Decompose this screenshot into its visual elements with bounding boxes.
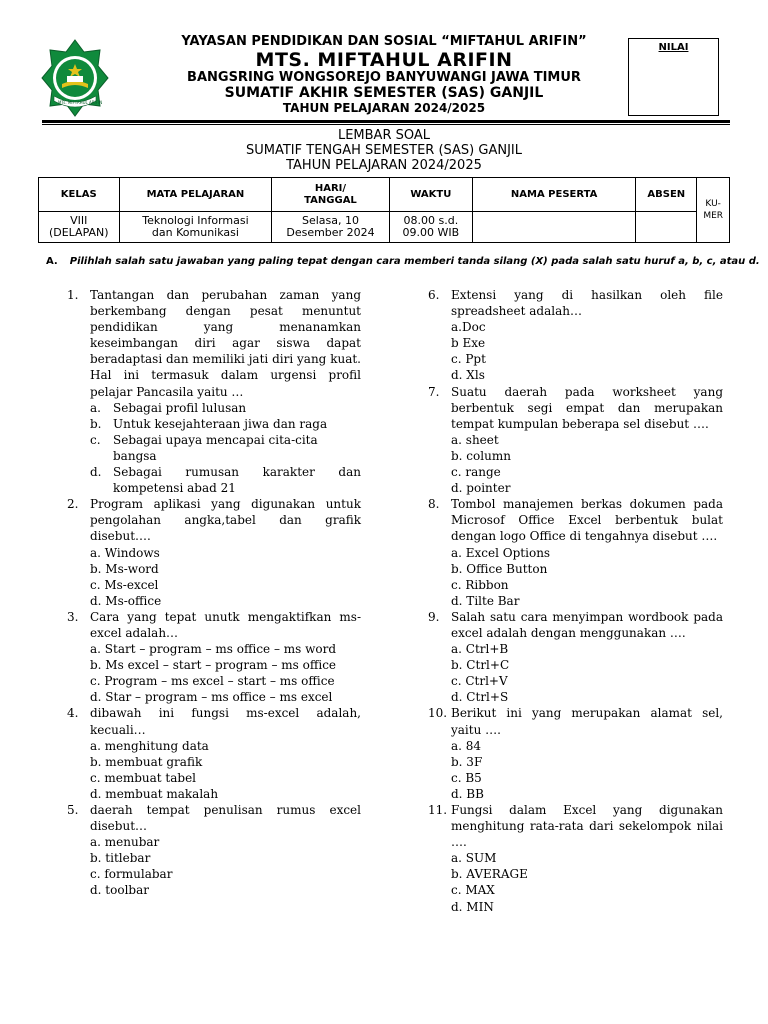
- option-a[interactable]: a. sheet: [451, 432, 499, 447]
- header-hari: HARI/: [314, 182, 347, 194]
- tanggal-value-2: Desember 2024: [286, 226, 375, 239]
- question-6: [428, 287, 723, 384]
- option-a[interactable]: a. Ctrl+B: [451, 642, 509, 657]
- question-text: Extensi yang di hasilkan oleh file spreadsheet adalah…: [451, 288, 723, 319]
- option-letter: c.: [90, 432, 101, 447]
- header-waktu: WAKTU: [389, 178, 473, 212]
- sheet-year: TAHUN PELAJARAN 2024/2025: [286, 158, 482, 173]
- mapel-value-2: dan Komunikasi: [151, 226, 239, 239]
- option-b[interactable]: b Exe: [451, 336, 486, 351]
- question-number: 4.: [67, 706, 79, 721]
- question-text: Tombol manajemen berkas dokumen pada Microsof Office Excel berbentuk bulat dengan logo Office di tengahnya disebut ….: [451, 497, 723, 544]
- question-number: 11.: [428, 803, 448, 817]
- question-number: 10.: [428, 706, 448, 721]
- question-number: 8.: [428, 497, 440, 512]
- option-letter: a.: [90, 400, 101, 415]
- question-2: [67, 496, 361, 609]
- question-column-right: [428, 287, 723, 915]
- question-text: beradaptasi dan memiliki jati diri yang kuat. Hal ini termasuk dalam urgensi profil pelajar Pancasila yaitu …: [90, 352, 361, 399]
- section-label: A.: [46, 256, 58, 267]
- question-text-line: pendidikan yang menanamkan: [90, 320, 361, 335]
- school-logo: [40, 38, 110, 118]
- option-a[interactable]: a. menghitung data: [90, 738, 209, 753]
- option-a[interactable]: a. Start – program – ms office – ms word: [90, 642, 337, 657]
- header-rule-thin: [42, 124, 730, 125]
- score-label: NILAI: [658, 42, 689, 53]
- cell-nama[interactable]: [473, 212, 636, 243]
- cell-mapel: [119, 212, 272, 243]
- header-mapel: MATA PELAJARAN: [119, 178, 272, 212]
- header-rule-thick: [42, 120, 730, 123]
- option-b[interactable]: b. column: [451, 448, 511, 463]
- question-column-left: [67, 287, 361, 899]
- option-c[interactable]: c. MAX: [451, 883, 495, 898]
- option-c[interactable]: c. membuat tabel: [90, 770, 197, 785]
- tanggal-value: Selasa, 10: [301, 214, 359, 227]
- option-a[interactable]: a. Excel Options: [451, 545, 551, 560]
- question-text-line: Tantangan dan perubahan zaman yang: [90, 288, 361, 302]
- sheet-title: LEMBAR SOAL: [337, 128, 431, 143]
- cell-tanggal: [272, 212, 389, 243]
- option-text: Sebagai profil lulusan: [113, 400, 247, 415]
- option-b[interactable]: [90, 416, 361, 432]
- cell-waktu: [389, 212, 473, 243]
- question-number: 5.: [67, 803, 79, 817]
- mapel-value: Teknologi Informasi: [142, 214, 249, 227]
- option-b[interactable]: b. AVERAGE: [451, 867, 528, 882]
- question-10: [428, 705, 723, 802]
- option-d[interactable]: d. Star – program – ms office – ms excel: [90, 690, 333, 705]
- question-number: 1.: [67, 288, 79, 302]
- question-7: [428, 384, 723, 497]
- question-text: Salah satu cara menyimpan wordbook pada excel adalah dengan menggunakan ….: [451, 609, 723, 640]
- option-d[interactable]: d. MIN: [451, 899, 494, 914]
- question-text: daerah tempat penulisan rumus excel disebut…: [90, 803, 361, 834]
- question-text: Fungsi dalam Excel yang digunakan menghitung rata-rata dari sekelompok nilai ….: [451, 803, 723, 850]
- option-a[interactable]: a. menubar: [90, 835, 160, 850]
- option-d[interactable]: d. Ms-office: [90, 593, 162, 608]
- option-c[interactable]: c. Program – ms excel – start – ms office: [90, 674, 335, 689]
- option-d[interactable]: d. BB: [451, 786, 484, 801]
- question-4: [67, 705, 361, 802]
- option-c[interactable]: [90, 432, 361, 464]
- question-number: 9.: [428, 609, 440, 624]
- exam-title: SUMATIF AKHIR SEMESTER (SAS) GANJIL: [224, 85, 544, 101]
- option-d[interactable]: [90, 464, 361, 496]
- logo-text: MTs. MIFTAHUL ARIFIN: [58, 100, 103, 105]
- option-a[interactable]: [90, 400, 361, 416]
- question-8: [428, 496, 723, 609]
- question-number: 6.: [428, 288, 440, 302]
- option-c[interactable]: c. Ppt: [451, 352, 486, 367]
- header-kelas: KELAS: [39, 178, 120, 212]
- option-a[interactable]: a. Windows: [90, 545, 160, 560]
- waktu-value: 08.00 s.d.: [403, 214, 459, 227]
- foundation-name: YAYASAN PENDIDIKAN DAN SOSIAL “MIFTAHUL ARIFIN”: [181, 34, 587, 49]
- academic-year: TAHUN PELAJARAN 2024/2025: [282, 101, 486, 115]
- option-c[interactable]: c. B5: [451, 770, 482, 785]
- question-text: Suatu daerah pada worksheet yang berbentuk segi empat dan merupakan tempat kumpulan beberapa sel disebut ….: [451, 384, 723, 431]
- question-number: 7.: [428, 384, 440, 399]
- header-absen: ABSEN: [636, 178, 697, 212]
- score-box: [628, 38, 719, 116]
- cell-kelas: [39, 212, 120, 243]
- table-row: [39, 212, 730, 243]
- question-text-line: berkembang dengan pesat menuntut: [90, 304, 361, 319]
- header-nama: NAMA PESERTA: [473, 178, 636, 212]
- option-text: Sebagai upaya mencapai cita-cita bangsa: [113, 432, 318, 463]
- question-text: Cara yang tepat unutk mengaktifkan ms-excel adalah…: [90, 609, 361, 640]
- option-text: Untuk kesejahteraan jiwa dan raga: [113, 416, 328, 431]
- question-5: [67, 802, 361, 899]
- option-d[interactable]: d. membuat makalah: [90, 786, 219, 801]
- option-d[interactable]: d. pointer: [451, 481, 511, 496]
- sheet-exam: SUMATIF TENGAH SEMESTER (SAS) GANJIL: [246, 143, 522, 158]
- instruction: [46, 256, 760, 267]
- header-tanggal-label: TANGGAL: [304, 194, 357, 206]
- option-b[interactable]: b. Office Button: [451, 561, 548, 576]
- school-address: BANGSRING WONGSOREJO BANYUWANGI JAWA TIMUR: [187, 70, 581, 85]
- option-text: Sebagai rumusan karakter dan kompetensi abad 21: [113, 465, 361, 496]
- instruction-text: Pilihlah salah satu jawaban yang paling tepat dengan cara memberi tanda silang (X) pada salah satu huruf a, b, c, atau d.: [69, 256, 760, 267]
- student-info-table: [38, 177, 730, 243]
- kelas-value: VIII: [70, 214, 88, 227]
- question-number: 2.: [67, 497, 79, 512]
- option-letter: d.: [90, 465, 102, 480]
- option-c[interactable]: c. Ctrl+V: [451, 674, 508, 689]
- option-b[interactable]: b. Ms excel – start – program – ms office: [90, 658, 337, 673]
- option-b[interactable]: b. titlebar: [90, 851, 151, 866]
- option-b[interactable]: b. Ctrl+C: [451, 658, 510, 673]
- question-9: [428, 609, 723, 706]
- option-c[interactable]: c. formulabar: [90, 867, 173, 882]
- header-tanggal: [272, 178, 389, 212]
- option-d[interactable]: d. Xls: [451, 368, 485, 383]
- option-a[interactable]: a. SUM: [451, 851, 497, 866]
- header-mer: MER: [703, 211, 724, 221]
- option-c[interactable]: c. range: [451, 465, 501, 480]
- kelas-value-word: (DELAPAN): [48, 226, 109, 239]
- question-text: dibawah ini fungsi ms-excel adalah, kecuali…: [90, 706, 361, 737]
- option-b[interactable]: b. membuat grafik: [90, 754, 203, 769]
- header-kumer: [697, 178, 730, 243]
- question-text: Program aplikasi yang digunakan untuk pengolahan angka,tabel dan grafik disebut….: [90, 497, 361, 544]
- header-ku: KU-: [705, 199, 721, 209]
- option-a[interactable]: a.Doc: [451, 320, 486, 335]
- cell-absen[interactable]: [636, 212, 697, 243]
- question-text: Berikut ini yang merupakan alamat sel, yaitu ….: [451, 706, 723, 737]
- option-c[interactable]: c. Ms-excel: [90, 577, 159, 592]
- option-d[interactable]: d. toolbar: [90, 883, 149, 898]
- question-3: [67, 609, 361, 706]
- table-header-row: [39, 178, 730, 212]
- question-1: [67, 287, 361, 496]
- option-d[interactable]: d. Tilte Bar: [451, 593, 520, 608]
- option-d[interactable]: d. Ctrl+S: [451, 690, 509, 705]
- option-letter: b.: [90, 416, 102, 431]
- question-11: [428, 802, 723, 915]
- option-c[interactable]: c. Ribbon: [451, 577, 509, 592]
- waktu-value-2: 09.00 WIB: [402, 226, 460, 239]
- option-b[interactable]: b. Ms-word: [90, 561, 159, 576]
- school-name: MTS. MIFTAHUL ARIFIN: [255, 49, 513, 71]
- question-number: 3.: [67, 609, 79, 624]
- option-b[interactable]: b. 3F: [451, 754, 483, 769]
- option-a[interactable]: a. 84: [451, 738, 482, 753]
- question-text-line: keseimbangan diri agar siswa dapat: [90, 336, 361, 351]
